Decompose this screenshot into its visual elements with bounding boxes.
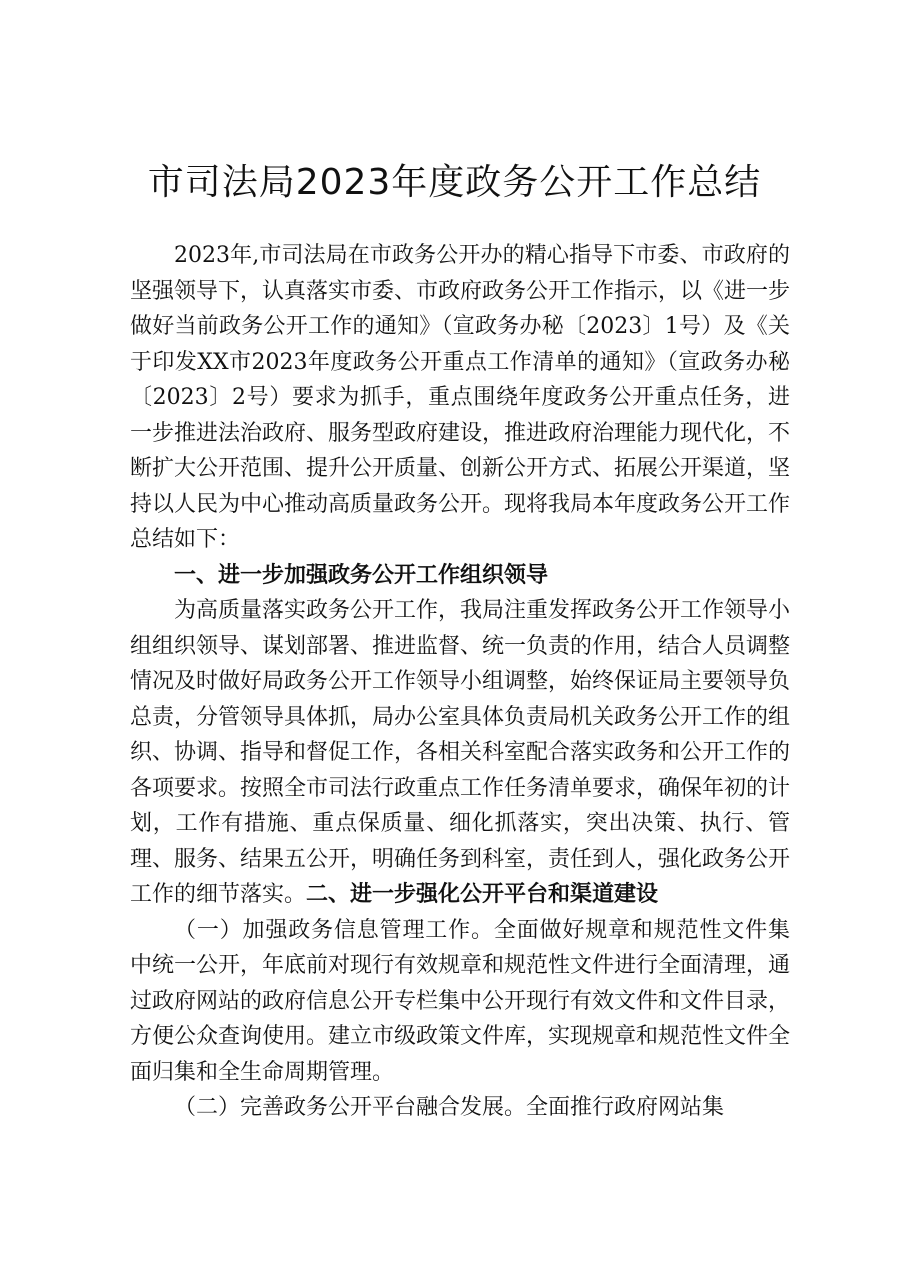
section-1-text: 为高质量落实政务公开工作，我局注重发挥政务公开工作领导小组组织领导、谋划部署、推进监督、统一负责的作用，结合人员调整情况及时做好局政务公开工作领导小组调整，始终保证局主要领导负总责，分管领导具体抓，局办公室具体负责局机关政务公开工作的组织、协调、指导和督促工作，各相关科室配合落实政务和公开工作的各项要求。按照全市司法行政重点工作任务清单要求，确保年初的计划，工作有措施、重点保质量、细化抓落实，突出决策、执行、管理、服务、结果五公开，明确任务到科室，责任到人，强化政务公开工作的细节落实。 (130, 598, 791, 907)
subsection-1-text: 全面做好规章和规范性文件集中统一公开，年底前对现行有效规章和规范性文件进行全面清理，通过政府网站的政府信息公开专栏集中公开现行有效文件和文件目录，方便公众查询使用。建立市级政策文件库，实现规章和规范性文件全面归集和全生命周期管理。 (130, 917, 791, 1085)
section-heading-2: 二、进一步强化公开平台和渠道建设 (306, 882, 659, 907)
subsection-1-paragraph (130, 913, 790, 1091)
document-title: 市司法局2023年度政务公开工作总结 (147, 162, 762, 203)
document-body (130, 238, 790, 1126)
section-1-paragraph (130, 593, 790, 913)
section-heading-1: 一、进一步加强政务公开工作组织领导 (174, 562, 549, 588)
subsection-2-text: 全面推行政府网站集 (526, 1095, 725, 1120)
subsection-2-paragraph (130, 1090, 790, 1126)
subsection-2-lead: （二）完善政务公开平台融合发展。 (174, 1095, 527, 1120)
subsection-1-lead: （一）加强政务信息管理工作。 (174, 917, 494, 943)
intro-paragraph: 2023年,市司法局在市政务公开办的精心指导下市委、市政府的坚强领导下，认真落实市委、市政府政务公开工作指示，以《进一步做好当前政务公开工作的通知》（宣政务办秘〔2023〕1号）及《关于印发XX市2023年度政务公开重点工作清单的通知》（宣政务办秘〔2023〕2号）要求为抓手，重点围绕年度政务公开重点任务，进一步推进法治政府、服务型政府建设，推进政府治理能力现代化，不断扩大公开范围、提升公开质量、创新公开方式、拓展公开渠道，坚持以人民为中心推动高质量政务公开。现将我局本年度政务公开工作总结如下： (130, 243, 791, 552)
